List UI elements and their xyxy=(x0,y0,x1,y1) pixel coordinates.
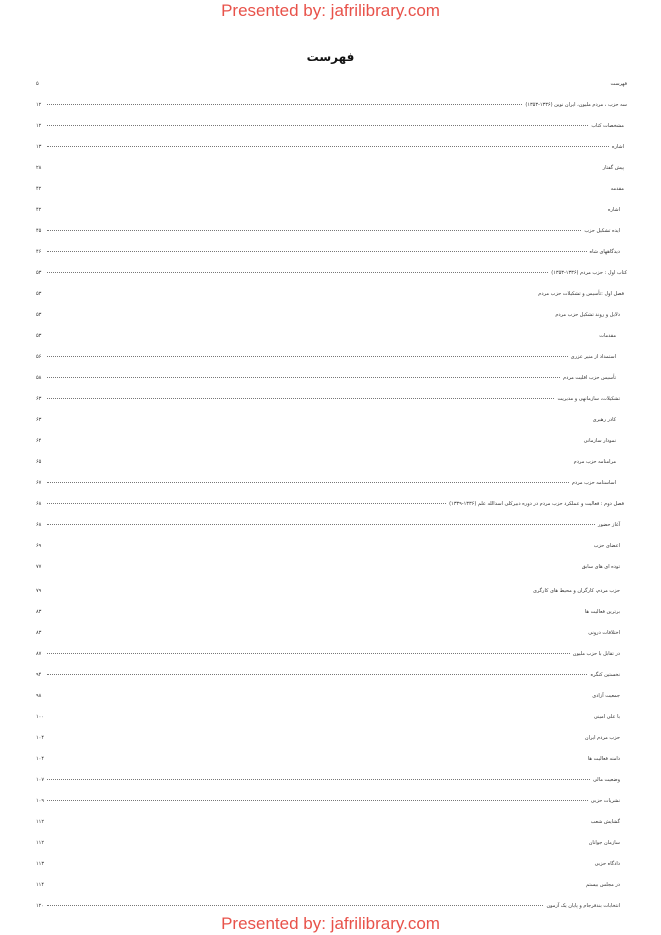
toc-entry-title: اشاره xyxy=(611,144,624,150)
toc-entry-title: مقدمه xyxy=(610,186,624,192)
toc-entry[interactable] xyxy=(36,205,627,215)
toc-dot-leader xyxy=(47,905,543,906)
toc-entry-title: در تقابل با حزب ملیون xyxy=(572,651,620,657)
toc-entry[interactable] xyxy=(36,859,627,869)
toc-entry-title: دامنه فعالیت ها xyxy=(587,756,620,762)
toc-entry[interactable] xyxy=(36,712,627,722)
toc-dot-leader xyxy=(47,356,568,357)
toc-dot-leader xyxy=(47,398,554,399)
toc-entry-page-number: ۱۳ xyxy=(36,144,42,150)
toc-entry[interactable] xyxy=(36,880,627,890)
toc-entry-page-number: ۶۳ xyxy=(36,417,42,423)
toc-entry-page-number: ۱۱۲ xyxy=(36,819,45,825)
toc-entry[interactable] xyxy=(36,352,627,362)
toc-dot-leader xyxy=(47,800,588,801)
toc-entry[interactable] xyxy=(36,268,627,278)
watermark-bottom: Presented by: jafrilibrary.com xyxy=(221,914,440,933)
toc-entry-title: با علی امینی xyxy=(593,714,620,720)
toc-entry-page-number: ۵۳ xyxy=(36,312,42,318)
toc-dot-leader xyxy=(47,272,548,273)
toc-entry[interactable] xyxy=(36,520,627,530)
toc-entry[interactable] xyxy=(36,754,627,764)
toc-entry-page-number: ۴۲ xyxy=(36,207,42,213)
toc-entry[interactable] xyxy=(36,247,627,257)
toc-entry-page-number: ۲۸ xyxy=(36,165,42,171)
toc-entry-page-number: ۵۶ xyxy=(36,354,42,360)
toc-entry[interactable] xyxy=(36,310,627,320)
toc-dot-leader xyxy=(47,482,569,483)
toc-entry-page-number: ۱۰۹ xyxy=(36,798,45,804)
toc-entry[interactable] xyxy=(36,79,627,89)
toc-entry-title: برترین فعالیت ها xyxy=(584,609,620,615)
toc-entry-page-number: ۱۰۷ xyxy=(36,777,45,783)
toc-entry-page-number: ۴۲ xyxy=(36,186,42,192)
toc-entry-page-number: ۱۲۰ xyxy=(36,903,45,909)
toc-entry[interactable] xyxy=(36,226,627,236)
toc-entry-page-number: ۶۹ xyxy=(36,543,42,549)
toc-entry-title: کتاب اول : حزب مردم (۱۳۳۶-۱۳۵۳) xyxy=(551,270,627,276)
toc-entry-page-number: ۸۳ xyxy=(36,609,42,615)
toc-entry-page-number: ۶۴ xyxy=(36,438,42,444)
toc-entry[interactable] xyxy=(36,733,627,743)
toc-entry[interactable] xyxy=(36,415,627,425)
toc-entry-title: توده ای های سابق xyxy=(581,564,620,570)
toc-entry-page-number: ۷۹ xyxy=(36,588,42,594)
toc-entry-page-number: ۱۱۳ xyxy=(36,861,45,867)
toc-entry-title: مقدمات xyxy=(599,333,616,339)
toc-entry[interactable] xyxy=(36,562,627,572)
toc-entry-title: اشاره xyxy=(607,207,620,213)
toc-entry-page-number: ۴۶ xyxy=(36,249,42,255)
toc-entry-title: وضعیت مالی xyxy=(593,777,620,783)
toc-dot-leader xyxy=(47,251,587,252)
toc-entry-title: نمودار سازمانی xyxy=(583,438,616,444)
toc-entry-title: نخستین کنگره xyxy=(590,672,620,678)
toc-entry[interactable] xyxy=(36,796,627,806)
toc-entry[interactable] xyxy=(36,121,627,131)
toc-dot-leader xyxy=(47,503,446,504)
toc-entry[interactable] xyxy=(36,670,627,680)
toc-entry-title: گشایش شعب xyxy=(590,819,620,825)
watermark-top: Presented by: jafrilibrary.com xyxy=(221,1,440,20)
toc-entry[interactable] xyxy=(36,478,627,488)
page-title: فهرست xyxy=(306,50,355,64)
toc-entry-page-number: ۵۳ xyxy=(36,333,42,339)
toc-entry-title: دادگاه حزبی xyxy=(594,861,620,867)
toc-dot-leader xyxy=(47,524,595,525)
toc-entry-title: فصل دوم : فعالیت و عملکرد حزب مردم در دوره دبیرکلی اسدالله علم (۱۳۳۶-۱۳۳۹) xyxy=(449,501,624,507)
toc-entry[interactable] xyxy=(36,541,627,551)
toc-entry-title: اعضای حزب xyxy=(593,543,620,549)
toc-entry-page-number: ۴۵ xyxy=(36,228,42,234)
toc-entry[interactable] xyxy=(36,691,627,701)
toc-entry-title: مرامنامه حزب مردم xyxy=(573,459,616,465)
toc-entry-title: ایده تشکیل حزب xyxy=(584,228,620,234)
toc-entry-title: حزب مردم ایران xyxy=(584,735,620,741)
toc-entry-page-number: ۶۸ xyxy=(36,501,42,507)
toc-entry-title: سه حزب ، مردم ملیون، ایران نوین (۱۳۳۶-۱۳۵۳) xyxy=(525,102,627,108)
toc-entry-title: انتخابات بندفرجام و پایان یک آزمون xyxy=(546,903,620,909)
toc-entry[interactable] xyxy=(36,142,627,152)
toc-entry-title: حزب مردم، کارگران و محیط های کارگری xyxy=(532,588,620,594)
toc-entry-title: تشکیلات، سازمانهی و مدیریت xyxy=(557,396,620,402)
toc-entry-title: مشخصات کتاب xyxy=(591,123,624,129)
toc-entry-page-number: ۹۸ xyxy=(36,693,42,699)
toc-entry-title: فهرست xyxy=(610,81,627,87)
toc-entry-title: جمعیت آزادی xyxy=(592,693,620,699)
toc-entry[interactable] xyxy=(36,436,627,446)
toc-entry[interactable] xyxy=(36,100,627,110)
toc-entry-page-number: ۹۴ xyxy=(36,672,42,678)
toc-entry[interactable] xyxy=(36,607,627,617)
toc-entry-page-number: ۵ xyxy=(36,81,39,87)
toc-dot-leader xyxy=(47,125,588,126)
toc-entry-page-number: ۱۲ xyxy=(36,123,42,129)
toc-dot-leader xyxy=(47,104,522,105)
toc-entry[interactable] xyxy=(36,457,627,467)
toc-entry-page-number: ۵۳ xyxy=(36,291,42,297)
toc-entry[interactable] xyxy=(36,775,627,785)
toc-entry-title: سازمان جوانان xyxy=(588,840,620,846)
toc-entry-title: اختلافات درونی xyxy=(588,630,620,636)
toc-entry-page-number: ۱۰۰ xyxy=(36,714,45,720)
toc-entry-title: اساسنامه حزب مردم xyxy=(571,480,616,486)
toc-entry-title: در مجلس بیستم xyxy=(586,882,620,888)
toc-dot-leader xyxy=(47,674,587,675)
toc-entry[interactable] xyxy=(36,649,627,659)
toc-entry[interactable] xyxy=(36,817,627,827)
toc-entry-page-number: ۱۱۲ xyxy=(36,840,45,846)
toc-dot-leader xyxy=(47,377,560,378)
toc-entry-page-number: ۶۸ xyxy=(36,522,42,528)
toc-dot-leader xyxy=(47,146,609,147)
toc-entry[interactable] xyxy=(36,838,627,848)
toc-entry-title: استمداد از منیر عزری xyxy=(570,354,616,360)
toc-entry[interactable] xyxy=(36,586,627,596)
toc-entry-page-number: ۱۲ xyxy=(36,102,42,108)
toc-entry[interactable] xyxy=(36,901,627,911)
toc-entry-page-number: ۸۷ xyxy=(36,651,42,657)
toc-dot-leader xyxy=(47,230,581,231)
toc-entry-page-number: ۵۸ xyxy=(36,375,42,381)
toc-entry-page-number: ۱۰۴ xyxy=(36,735,45,741)
toc-entry-title: فصل اول :تأسیس و تشکیلات حزب مردم xyxy=(538,291,624,297)
toc-entry-page-number: ۶۳ xyxy=(36,396,42,402)
toc-entry-page-number: ۶۷ xyxy=(36,480,42,486)
toc-entry-title: پیش گفتار xyxy=(602,165,624,171)
toc-entry-page-number: ۷۷ xyxy=(36,564,42,570)
toc-entry-title: آغاز حضور xyxy=(598,522,620,528)
toc-entry-title: کادر رهبری xyxy=(592,417,616,423)
toc-entry[interactable] xyxy=(36,394,627,404)
toc-entry[interactable] xyxy=(36,331,627,341)
toc-entry-page-number: ۵۳ xyxy=(36,270,42,276)
toc-dot-leader xyxy=(47,653,570,654)
toc-entry[interactable] xyxy=(36,628,627,638)
toc-entry-title: تأسیس حزب اقلیت مردم xyxy=(563,375,616,381)
toc-dot-leader xyxy=(47,779,590,780)
toc-entry[interactable] xyxy=(36,163,627,173)
toc-entry[interactable] xyxy=(36,499,627,509)
toc-entry-page-number: ۸۳ xyxy=(36,630,42,636)
toc-entry[interactable] xyxy=(36,289,627,299)
toc-entry-title: دلایل و روند تشکیل حزب مردم xyxy=(555,312,620,318)
toc-entry-title: دیدگاههای شاه xyxy=(589,249,620,255)
toc-entry[interactable] xyxy=(36,373,627,383)
toc-entry-title: نشریات حزبی xyxy=(590,798,620,804)
toc-entry[interactable] xyxy=(36,184,627,194)
toc-entry-page-number: ۱۰۴ xyxy=(36,756,45,762)
toc-entry-page-number: ۱۱۴ xyxy=(36,882,45,888)
toc-entry-page-number: ۶۵ xyxy=(36,459,42,465)
